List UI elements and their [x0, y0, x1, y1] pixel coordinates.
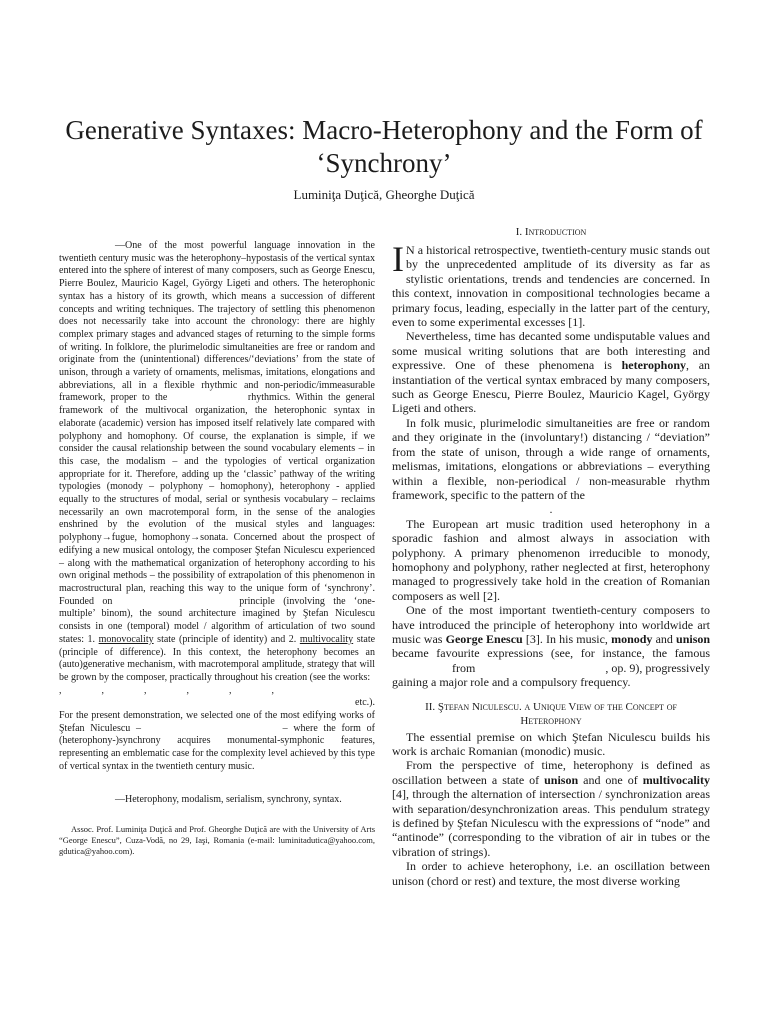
section2-heading-line1: II. Ştefan Niculescu. a Unique View of the Concept of	[425, 700, 677, 713]
intro-text-5a: One of the most important twentieth-century composers to have introduced the principle of heterophony into worldwide art music was	[392, 603, 710, 646]
s2-text-1: The essential premise on which Ştefan Niculescu builds his work is archaic Romanian (monodic) music.	[392, 729, 710, 758]
intro-text-5b: [3]. In his music,	[525, 631, 608, 646]
multivocality-term: multivocality	[299, 633, 354, 645]
abstract-text-5: state (principle of difference). In this context, the heterophony becomes an (auto)generative mechanism, with macrotemporal amplitude, strategy that will be grown by the composer, practically throughout his creation (see the works:	[59, 633, 376, 683]
section2-heading-line2: Heterophony	[520, 714, 582, 727]
paper-title: Generative Syntaxes: Macro-Heterophony and the Form of ‘Synchrony’	[65, 115, 703, 178]
index-terms: —Heterophony, modalism, serialism, synchrony, syntax.	[115, 793, 342, 805]
works-list-commas: , , , , , ,	[59, 684, 274, 696]
s2-paragraph-3	[392, 859, 710, 888]
term-heterophony: heterophony	[621, 358, 687, 373]
intro-paragraph-4	[392, 517, 710, 603]
intro-text-1: N a historical retrospective, twentieth-century music stands out by the unprecedented amplitude of its diversity as far as stylistic orientations, trends and tendencies are concerned. In this context, innovation in compositional technologies became a primary focus, leading, especially in the latter part of the century, even to some experimental excesses [1].	[392, 243, 710, 330]
abstract-text-3: principle (involving the ‘one-multiple’ binom), the sound architecture imagined by Ştefan Niculescu consists in one (temporal) model / algorithm of articulation of two sound states: 1.	[59, 595, 376, 645]
intro-paragraph-2	[392, 329, 710, 415]
intro-text-5e: 9), progressively gaining a major role and a compulsory frequency.	[392, 660, 711, 690]
s2-paragraph-1	[392, 730, 710, 759]
intro-text-3: In folk music, plurimelodic simultaneities are free or random and they originate in the (involuntary!) distancing / “deviation” from the state of unison, through a wide range of ornaments, melismas, imitations, elongations or abbreviations – everything within a flexible, non-periodical / non-measurable rhythm framework, specific to the pattern of the	[392, 415, 710, 502]
intro-text-5c: and	[655, 631, 673, 646]
abstract-text-2: rhythmics. Within the general framework of the multivocal organization, the heterophonic syntax in elaborate (academic) version has imposed itself relatively late compared with polyphony and homophony. Of course, the explanation is simple, if we consider the causal relationship between the sound vocabulary elements – in this case, the modalism – and the typologies of vertical organization appropriate for it. Therefore, adding up the ‘classic’ pathway of the writing typologies (monody – polyphony – homophony), heterophony - applied equally to the structures of modal, serial or synthesis vocabulary – reclaims necessarily an own macrotemporal form, in the sense of the analogies enshrined by the evolution of the musical styles and languages: polyphony→fugue, homophony→sonata. Concerned about the prospect of edifying a new musical ontology, the composer Ştefan Niculescu experienced – along with the mathematical organization of heterophony according to his own original methods – the possibility of extrapolation of this phenomenon in macrostructural plan, reaching this way to the unique form of ‘synchrony’. Founded on	[59, 392, 376, 607]
s2-text-3: In order to achieve heterophony, i.e. an oscillation between unison (chord or rest) and texture, the most diverse working	[392, 859, 710, 888]
intro-paragraph-1	[392, 239, 710, 330]
term-multivocality: multivocality	[642, 772, 711, 787]
drop-cap: I	[392, 239, 404, 279]
section-heading-introduction: I. Introduction	[515, 226, 587, 238]
s2-text-2c: [4], through the alternation of intersection / synchronization areas with separation/desynchronization areas. This pendulum strategy is defined by Ştefan Niculescu with the expressions of “node” and “antinode” (corresponding to the vibration of air in tubes or the vibration of strings).	[392, 787, 710, 859]
abstract-text-7: – where the form of (heterophony-)synchrony acquires monumental-symphonic features, representing an emblematic case for the complexity level achieved by this type of vertical syntax in the twentieth century music.	[59, 722, 376, 772]
paper-authors: Luminiţa Duţică, Gheorghe Duţică	[293, 187, 475, 202]
intro-paragraph-3	[392, 416, 710, 502]
intro-paragraph-3-end: .	[549, 502, 553, 517]
abstract-text-1: —One of the most powerful language innovation in the twentieth century music was the heterophony–hypostasis of the vertical syntax entered into the sphere of interest of many composers, such as George Enescu, Pierre Boulez, Mauricio Kagel, György Ligeti and others. The heterophonic syntax has a history of its growth, which means a succession of different concepts and writing techniques. The trajectory of settling this phenomenon does not necessarily take into account the chronology: there are highly complex primary stages and advanced stages of returning to the simple forms of writing. In folklore, the plurimelodic simultaneities are free or random and originate from the (unintentional) differences/‘deviations’ from the state of unison, through a variety of ornaments, melismas, imitations, elongations and abbreviations, all in a flexible rhythmic and non-periodic/immeasurable framework, proper to the	[59, 240, 375, 404]
abstract-text-4: state (principle of identity) and 2.	[157, 633, 297, 645]
term-unison: unison	[676, 631, 711, 646]
section-heading-niculescu	[392, 700, 710, 728]
abstract-paragraph-2	[59, 710, 375, 774]
term-george-enescu: George Enescu	[445, 631, 523, 646]
intro-text-2a: Nevertheless, time has decanted some undisputable values and some musical writing solutions that are both interesting and expressive. One of these phenomena is	[392, 329, 710, 373]
abstract-paragraph	[59, 240, 375, 685]
intro-text-2b: , an instantiation of the vertical syntax embraced by many composers, such as George Enescu, Pierre Boulez, Mauricio Kagel, György Ligeti and others.	[392, 358, 711, 416]
s2-paragraph-2	[392, 758, 710, 859]
abstract-column	[59, 240, 375, 857]
intro-text-op: , op.	[605, 660, 627, 675]
s2-text-2b: and one of	[583, 772, 638, 787]
intro-text-5d: became favourite expressions (see, for instance, the famous	[392, 646, 710, 661]
intro-paragraph-5	[392, 603, 710, 689]
abstract-text-6: For the present demonstration, we selected one of the most edifying works of Ştefan Niculescu –	[59, 710, 375, 734]
works-list-etc: etc.).	[355, 697, 375, 709]
author-footnote: Assoc. Prof. Luminiţa Duţică and Prof. Gheorghe Duţică are with the University of Arts “George Enescu”, Cuza-Vodă, no 29, Iaşi, Romania (e-mail: luminitadutica@yahoo.com, gdutica@yahoo.com).	[59, 824, 375, 857]
section-spacer	[392, 690, 710, 700]
intro-text-4: The European art music tradition used heterophony in a sporadic fashion and almost always in association with polyphony. A primary phenomenon irreducible to monody, homophony and polyphony, rather neglected at first, heterophony managed to progressively take hold in the creation of Romanian composers as well [2].	[392, 516, 710, 603]
monovocality-term: monovocality	[98, 633, 154, 645]
term-monody: monody	[611, 631, 653, 646]
s2-text-2a: From the perspective of time, heterophony is defined as oscillation between a state of	[392, 758, 710, 787]
intro-text-from: from	[452, 660, 476, 675]
term-unison-2: unison	[544, 772, 579, 787]
body-column	[392, 225, 710, 888]
